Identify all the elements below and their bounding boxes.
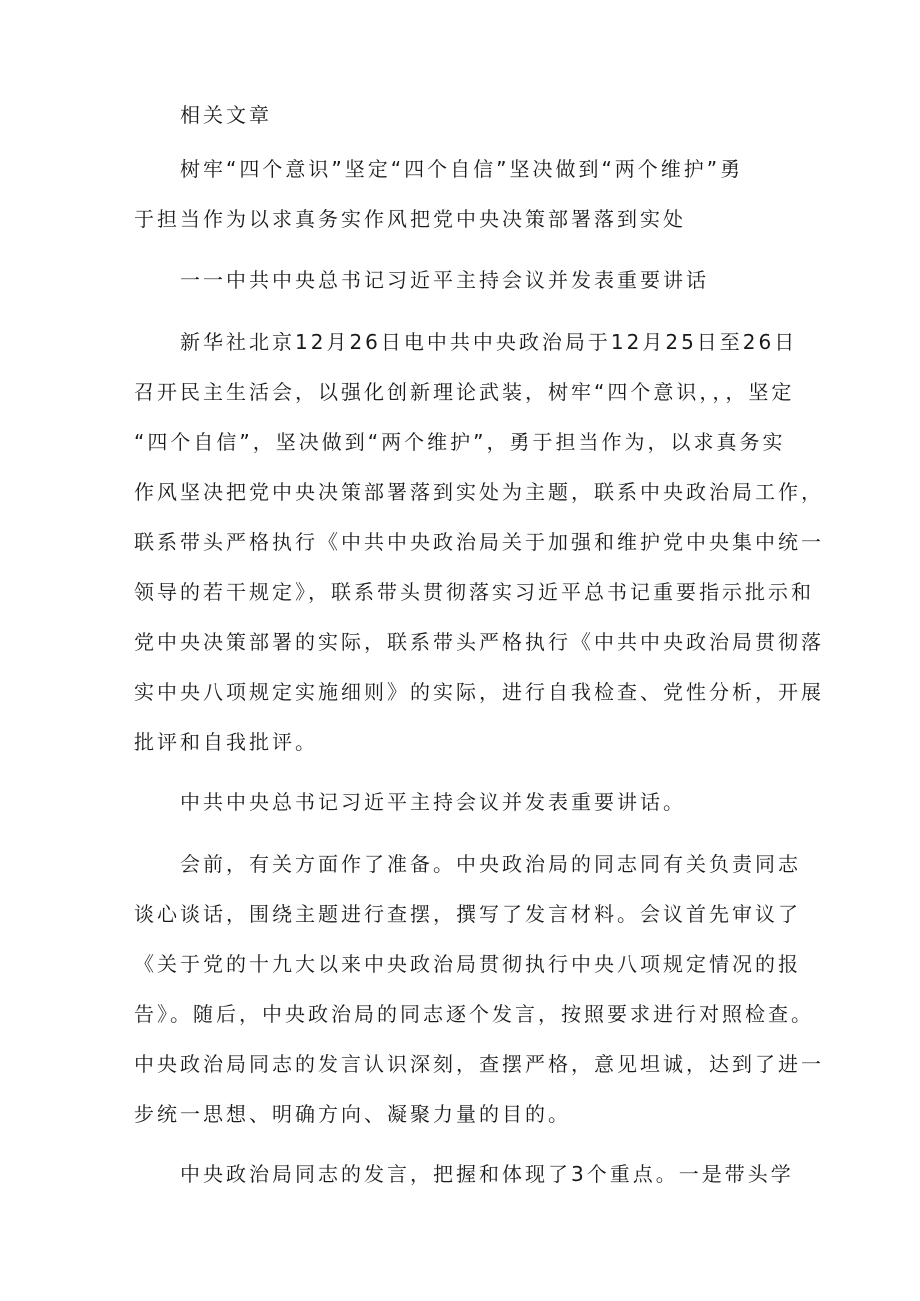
paragraph-1-line: 召开民主生活会，以强化创新理论武装，树牢“四个意识，，，坚定 xyxy=(134,380,795,404)
paragraph-3-line: 谈心谈话，围绕主题进行查摆，撰写了发言材料。会议首先审议了 xyxy=(134,902,801,926)
paragraph-1-line: 作风坚决把党中央决策部署落到实处为主题，联系中央政治局工作， xyxy=(134,480,824,504)
paragraph-1-line: 党中央决策部署的实际，联系带头严格执行《中共中央政治局贯彻落 xyxy=(134,630,824,654)
paragraph-4-line: 中央政治局同志的发言，把握和体现了3个重点。一是带头学 xyxy=(180,1162,794,1186)
paragraph-3-line: 中央政治局同志的发言认识深刻，查摆严格，意见坦诚，达到了进一 xyxy=(134,1052,824,1076)
paragraph-2-line: 中共中央总书记习近平主持会议并发表重要讲话。 xyxy=(180,790,686,814)
paragraph-3-line: 步统一思想、明确方向、凝聚力量的目的。 xyxy=(134,1102,571,1126)
paragraph-3-line: 《关于党的十九大以来中央政治局贯彻执行中央八项规定情况的报 xyxy=(134,952,801,976)
paragraph-1-line: 批评和自我批评。 xyxy=(134,730,318,754)
section-label: 相关文章 xyxy=(180,103,272,127)
paragraph-1-line: 新华社北京12月26日电中共中央政治局于12月25日至26日 xyxy=(180,330,798,354)
paragraph-3-line: 告》。随后，中央政治局的同志逐个发言，按照要求进行对照检查。 xyxy=(134,1002,814,1026)
paragraph-1-line: 领导的若干规定》，联系带头贯彻落实习近平总书记重要指示批示和 xyxy=(134,580,814,604)
title-line-1: 树牢“四个意识”坚定“四个自信”坚决做到“两个维护”勇 xyxy=(180,157,744,181)
title-line-2: 于担当作为以求真务实作风把党中央决策部署落到实处 xyxy=(134,207,686,231)
subtitle: 一一中共中央总书记习近平主持会议并发表重要讲话 xyxy=(180,268,709,292)
paragraph-1-line: 实中央八项规定实施细则》的实际，进行自我检查、党性分析，开展 xyxy=(134,680,824,704)
paragraph-1-line: “四个自信”，坚决做到“两个维护”，勇于担当作为，以求真务实 xyxy=(134,430,786,454)
paragraph-3-line: 会前，有关方面作了准备。中央政治局的同志同有关负责同志 xyxy=(180,852,801,876)
paragraph-1-line: 联系带头严格执行《中共中央政治局关于加强和维护党中央集中统一 xyxy=(134,530,824,554)
